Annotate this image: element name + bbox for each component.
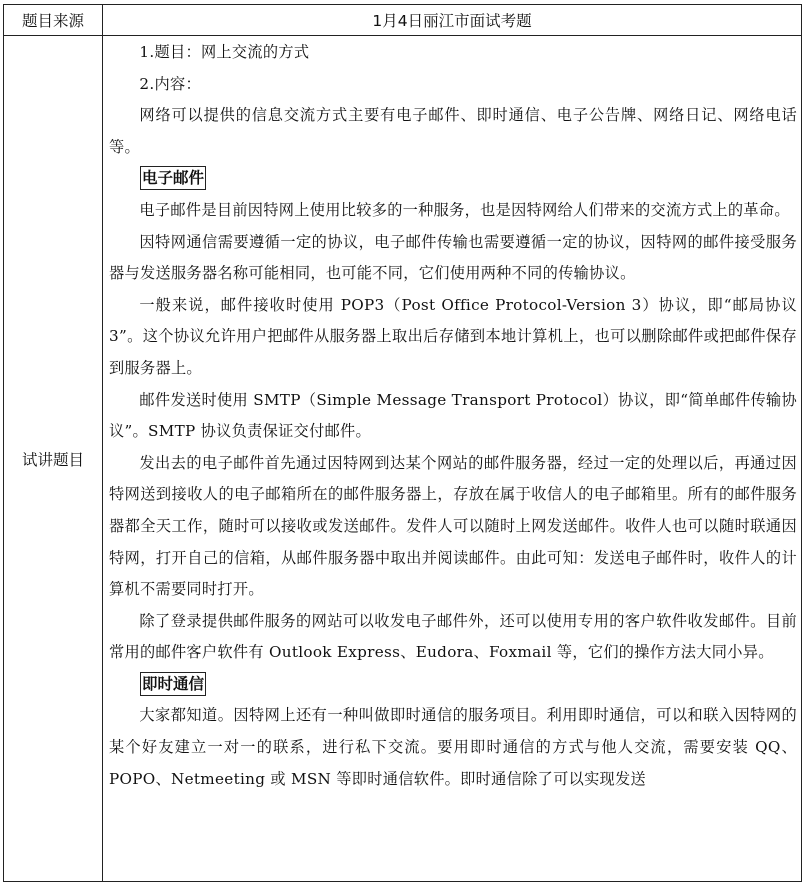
lecture-content — [109, 37, 797, 881]
header-source-label: 题目来源 — [21, 12, 84, 30]
paragraph-im: 大家都知道。因特网上还有一种叫做即时通信的服务项目。利用即时通信，可以和联入因特网的某个好友建立一对一的联系，进行私下交流。要用即时通信的方式与他人交流，需要安装 QQ、POPO、Netmeeting 或 MSN 等即时通信软件。即时通信除了可以实现发送 — [109, 706, 797, 788]
topic-title: 1.题目：网上交流的方式 — [139, 43, 310, 61]
paragraph-email-1: 电子邮件是目前因特网上使用比较多的一种服务，也是因特网给人们带来的交流方式上的革命。 — [139, 200, 790, 219]
paragraph-email-clients: 除了登录提供邮件服务的网站可以收发电子邮件外，还可以使用专用的客户软件收发邮件。目前常用的邮件客户软件有 Outlook Express、Eudora、Foxmail 等，它们的操作方法大同小异。 — [109, 611, 797, 662]
column-divider — [102, 5, 103, 881]
paragraph-intro: 网络可以提供的信息交流方式主要有电子邮件、即时通信、电子公告牌、网络日记、网络电话等。 — [109, 106, 797, 156]
section-heading-im — [109, 669, 797, 701]
row-label-lecture-topic: 试讲题目 — [21, 450, 84, 469]
paragraph-email-2: 因特网通信需要遵循一定的协议，电子邮件传输也需要遵循一定的协议，因特网的邮件接受服务器与发送服务器名称可能相同，也可能不同，它们使用两种不同的传输协议。 — [109, 232, 797, 283]
paragraph-email-pop3: 一般来说，邮件接收时使用 POP3（Post Office Protocol-Version 3）协议，即“邮局协议 3”。这个协议允许用户把邮件从服务器上取出后存储到本地计算机上，也可以删除邮件或把邮件保存到服务器上。 — [109, 295, 797, 377]
section-heading-im-text: 即时通信 — [140, 672, 206, 696]
header-source-value: 1月4日丽江市面试考题 — [372, 12, 532, 30]
paragraph-email-process: 发出去的电子邮件首先通过因特网到达某个网站的邮件服务器，经过一定的处理以后，再通过因特网送到接收人的电子邮箱所在的邮件服务器上，存放在属于收信人的电子邮箱里。所有的邮件服务器都全天工作，随时可以接收或发送邮件。发件人可以随时上网发送邮件。收件人也可以随时联通因特网，打开自己的信箱，从邮件服务器中取出并阅读邮件。由此可知：发送电子邮件时，收件人的计算机不需要同时打开。 — [109, 453, 797, 599]
content-label: 2.内容： — [139, 74, 201, 93]
exam-table — [3, 4, 802, 882]
section-heading-email-text: 电子邮件 — [140, 166, 206, 190]
header-divider — [4, 35, 801, 36]
section-heading-email — [109, 163, 797, 195]
paragraph-email-smtp: 邮件发送时使用 SMTP（Simple Message Transport Protocol）协议，即“简单邮件传输协议”。SMTP 协议负责保证交付邮件。 — [109, 390, 797, 441]
